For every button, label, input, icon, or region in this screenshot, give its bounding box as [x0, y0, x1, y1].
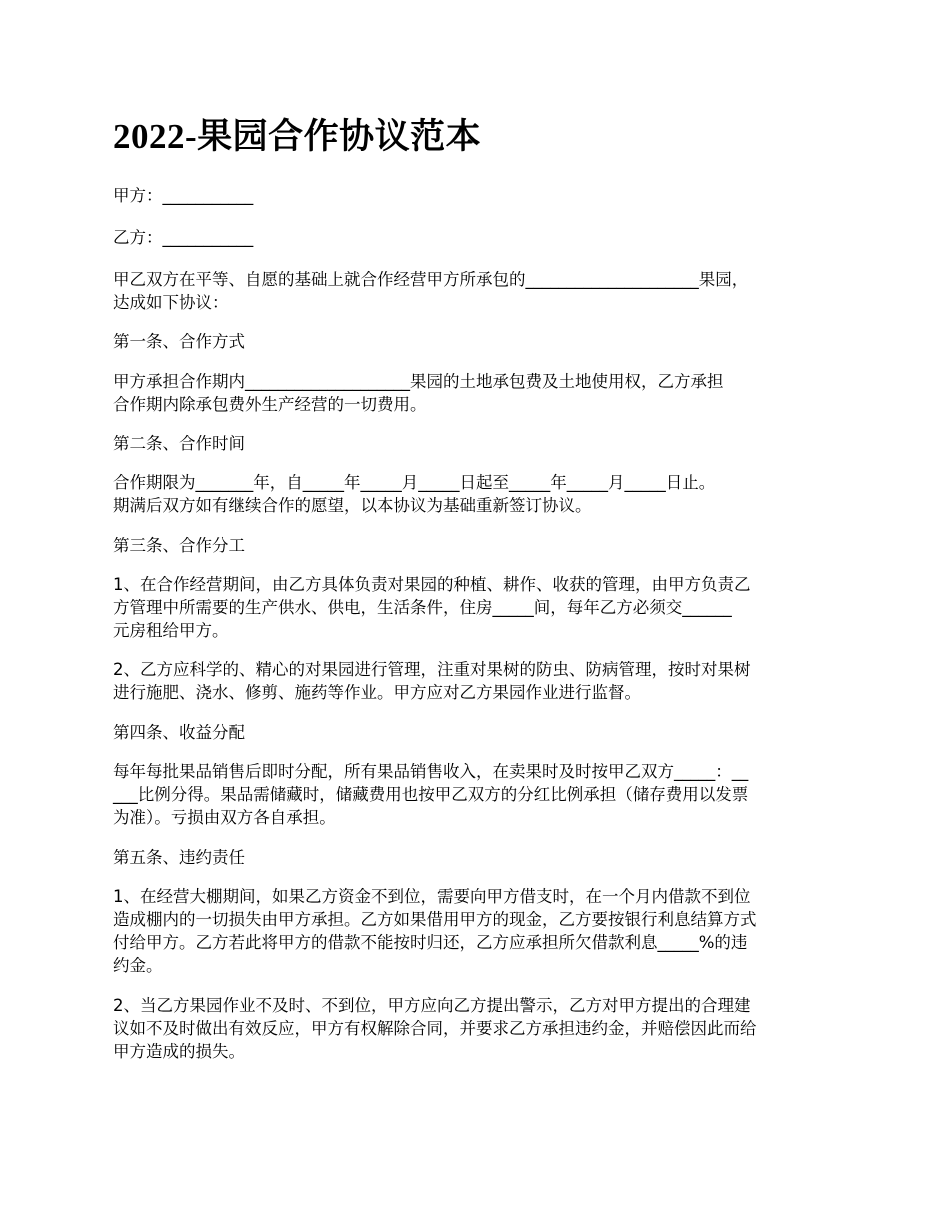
article-4-line-1: 每年每批果品销售后即时分配，所有果品销售收入，在卖果时及时按甲乙双方_____：__ — [113, 762, 749, 781]
party-b-line: 乙方：___________ — [113, 228, 254, 247]
article-3-item-2-line-1: 2、乙方应科学的、精心的对果园进行管理，注重对果树的防虫、防病管理，按时对果树 — [113, 660, 751, 679]
article-4-line-3: 为准）。亏损由双方各自承担。 — [113, 808, 336, 827]
document-title: 2022-果园合作协议范本 — [113, 117, 482, 156]
article-1-line-2: 合作期内除承包费外生产经营的一切费用。 — [113, 395, 427, 414]
article-5-item-2-line-2: 议如不及时做出有效反应，甲方有权解除合同，并要求乙方承担违约金，并赔偿因此而给 — [113, 1019, 757, 1038]
article-3-heading: 第三条、合作分工 — [113, 536, 245, 555]
article-1-line-1: 甲方承担合作期内____________________果园的土地承包费及土地使用权，乙方承担 — [113, 372, 724, 391]
article-5-item-1-line-2: 造成棚内的一切损失由甲方承担。乙方如果借用甲方的现金，乙方要按银行利息结算方式 — [113, 910, 757, 929]
article-2-line-2: 期满后双方如有继续合作的愿望，以本协议为基础重新签订协议。 — [113, 496, 592, 515]
article-3-item-1-line-2: 方管理中所需要的生产供水、供电，生活条件，住房_____间，每年乙方必须交______ — [113, 598, 732, 617]
article-5-item-2-line-3: 甲方造成的损失。 — [113, 1042, 245, 1061]
article-5-item-1-line-4: 约金。 — [113, 956, 163, 975]
article-2-heading: 第二条、合作时间 — [113, 434, 245, 453]
article-1-heading: 第一条、合作方式 — [113, 332, 245, 351]
article-5-item-2-line-1: 2、当乙方果园作业不及时、不到位，甲方应向乙方提出警示，乙方对甲方提出的合理建 — [113, 996, 751, 1015]
party-a-line: 甲方：___________ — [113, 186, 254, 205]
article-3-item-1-line-3: 元房租给甲方。 — [113, 621, 229, 640]
article-3-item-1-line-1: 1、在合作经营期间，由乙方具体负责对果园的种植、耕作、收获的管理，由甲方负责乙 — [113, 575, 751, 594]
intro-line-1: 甲乙双方在平等、自愿的基础上就合作经营甲方所承包的_____________________果园， — [113, 270, 749, 289]
article-4-line-2: ___比例分得。果品需储藏时，储藏费用也按甲乙双方的分红比例承担（储存费用以发票 — [113, 785, 749, 804]
article-2-line-1: 合作期限为_______年，自_____年_____月_____日起至_____年_____月_____日止。 — [113, 473, 716, 492]
article-5-item-1-line-1: 1、在经营大棚期间，如果乙方资金不到位，需要向甲方借支时，在一个月内借款不到位 — [113, 887, 751, 906]
intro-line-2: 达成如下协议： — [113, 293, 229, 312]
article-3-item-2-line-2: 进行施肥、浇水、修剪、施药等作业。甲方应对乙方果园作业进行监督。 — [113, 683, 641, 702]
article-4-heading: 第四条、收益分配 — [113, 723, 245, 742]
article-5-heading: 第五条、违约责任 — [113, 848, 245, 867]
article-5-item-1-line-3: 付给甲方。乙方若此将甲方的借款不能按时归还，乙方应承担所欠借款利息_____%的违 — [113, 933, 748, 952]
